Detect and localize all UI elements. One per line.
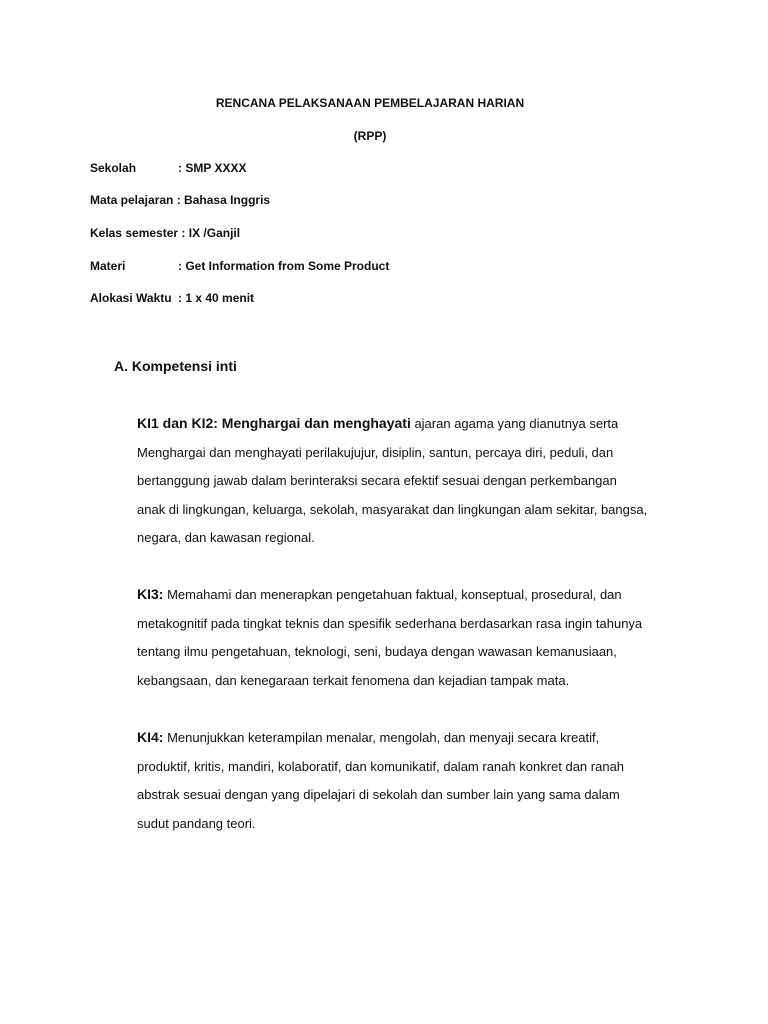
info-value: : IX /Ganjil [181, 226, 241, 240]
paragraph-line: produktif, kritis, mandiri, kolaboratif, dan komunikatif, dalam ranah konkret dan ranah [137, 758, 625, 774]
info-row-materi [90, 259, 389, 273]
document-subtitle: (RPP) [353, 129, 387, 143]
info-row-kelas-semester [90, 226, 240, 240]
paragraph-line: kebangsaan, dan kenegaraan terkait fenomena dan kejadian tampak mata. [137, 672, 570, 688]
info-row-sekolah [90, 161, 246, 175]
paragraph-ki3 [137, 580, 677, 695]
paragraph-line: tentang ilmu pengetahuan, teknologi, seni, budaya dengan wawasan kemanusiaan, [137, 644, 617, 659]
info-value: : 1 x 40 menit [178, 291, 255, 305]
paragraph-line: Menghargai dan menghayati perilakujujur, disiplin, santun, percaya diri, peduli, dan [137, 444, 614, 460]
paragraph-line: anak di lingkungan, keluarga, sekolah, masyarakat dan lingkungan alam sekitar, bangsa, [137, 501, 648, 517]
paragraph-text: ajaran agama yang dianutnya serta [410, 416, 619, 431]
paragraph-line: abstrak sesuai dengan yang dipelajari di sekolah dan sumber lain yang sama dalam [137, 787, 620, 802]
paragraph-line: sudut pandang teori. [137, 815, 256, 831]
section-heading-kompetensi-inti: A. Kompetensi inti [114, 358, 237, 374]
paragraph-line: bertanggung jawab dalam berinteraksi secara efektif sesuai dengan perkembangan [137, 473, 617, 488]
paragraph-line [137, 580, 677, 610]
paragraph-line [137, 723, 677, 753]
info-label: Sekolah [90, 161, 137, 175]
info-label: Materi [90, 259, 126, 273]
info-label: Alokasi Waktu [90, 291, 172, 305]
info-row-mata-pelajaran [90, 193, 270, 207]
paragraph-ki1-ki2 [137, 409, 677, 553]
paragraph-line: metakognitif pada tingkat teknis dan spesifik sederhana berdasarkan rasa ingin tahunya [137, 615, 643, 631]
info-value: : SMP XXXX [178, 161, 247, 175]
paragraph-lead: KI4: [137, 729, 164, 745]
info-value: : Bahasa Inggris [176, 193, 271, 207]
info-row-alokasi-waktu [90, 291, 254, 305]
paragraph-line: negara, dan kawasan regional. [137, 530, 315, 545]
info-value: : Get Information from Some Product [178, 259, 390, 273]
info-label: Mata pelajaran [90, 193, 174, 207]
paragraph-line [137, 409, 677, 439]
paragraph-lead: KI3: [137, 586, 164, 602]
document-title: RENCANA PELAKSANAAN PEMBELAJARAN HARIAN [215, 96, 525, 110]
info-label: Kelas semester [90, 226, 179, 240]
paragraph-text: Menunjukkan keterampilan menalar, mengolah, dan menyaji secara kreatif, [163, 730, 600, 745]
paragraph-text: Memahami dan menerapkan pengetahuan faktual, konseptual, prosedural, dan [163, 587, 622, 602]
paragraph-ki4 [137, 723, 677, 838]
paragraph-lead: KI1 dan KI2: Menghargai dan menghayati [137, 415, 411, 431]
